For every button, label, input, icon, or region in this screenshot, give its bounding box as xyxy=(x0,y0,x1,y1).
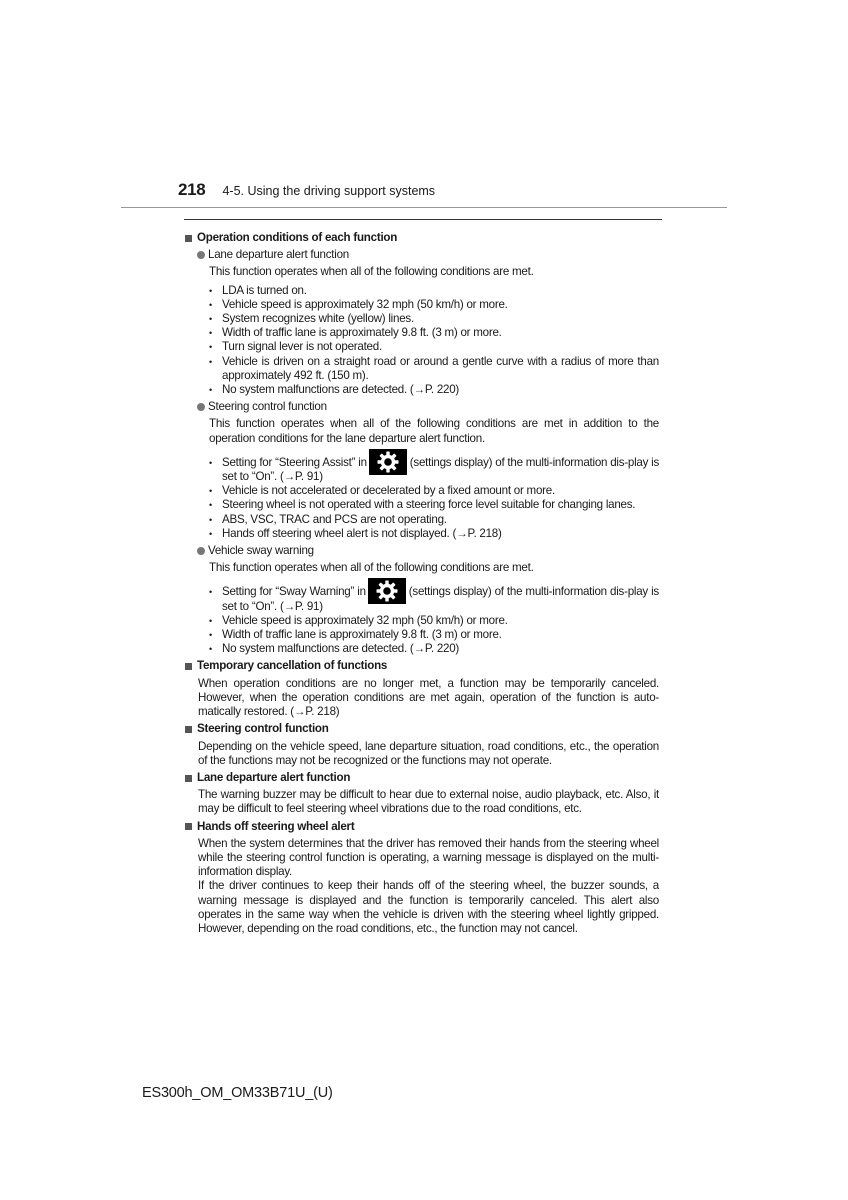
content-top-rule xyxy=(184,219,662,220)
list-item-with-icon: • Setting for “Sway Warning” in (settings display) of the multi-information dis-play is set to “On”. (→P. 91) xyxy=(209,585,659,613)
square-bullet-icon xyxy=(185,663,192,670)
heading-hands-off: Hands off steering wheel alert xyxy=(185,820,659,834)
heading-steering-control: Steering control function xyxy=(185,722,659,736)
settings-gear-icon xyxy=(369,449,407,475)
lane-departure-intro: This function operates when all of the following conditions are met. xyxy=(209,265,534,279)
list-item: • LDA is turned on. xyxy=(209,284,659,298)
sway-warning-conditions xyxy=(209,585,659,656)
circle-bullet-icon xyxy=(197,403,205,411)
list-item: • Hands off steering wheel alert is not displayed. (→P. 218) xyxy=(209,527,659,541)
list-item: • Vehicle speed is approximately 32 mph (50 km/h) or more. xyxy=(209,298,659,312)
steering-control-intro: This function operates when all of the following conditions are met in addition to the operation conditions for the lane departure alert function. xyxy=(209,417,659,445)
square-bullet-icon xyxy=(185,726,192,733)
square-bullet-icon xyxy=(185,235,192,242)
circle-bullet-icon xyxy=(197,547,205,555)
list-item: • ABS, VSC, TRAC and PCS are not operating. xyxy=(209,513,659,527)
subheading-lane-departure: Lane departure alert function xyxy=(197,248,659,262)
document-code: ES300h_OM_OM33B71U_(U) xyxy=(142,1085,333,1101)
square-bullet-icon xyxy=(185,823,192,830)
heading-temporary-cancellation: Temporary cancellation of functions xyxy=(185,659,659,673)
steering-control-text: Depending on the vehicle speed, lane departure situation, road conditions, etc., the operation of the functions may not be recognized or the functions may not operate. xyxy=(198,739,659,767)
lane-departure-conditions xyxy=(209,284,659,398)
circle-bullet-icon xyxy=(197,251,205,259)
heading-lane-departure: Lane departure alert function xyxy=(185,771,659,785)
list-item-with-icon: • Setting for “Steering Assist” in (settings display) of the multi-information dis-play is set to “On”. (→P. 91) xyxy=(209,456,659,484)
hands-off-text-1: When the system determines that the driver has removed their hands from the steering wheel while the steering control function is operating, a warning message is displayed on the multi-information display. xyxy=(198,836,659,879)
list-item: • Width of traffic lane is approximately 9.8 ft. (3 m) or more. xyxy=(209,326,659,340)
list-item: • Vehicle is not accelerated or decelerated by a fixed amount or more. xyxy=(209,484,659,498)
page-number: 218 xyxy=(178,180,206,199)
sway-warning-intro: This function operates when all of the following conditions are met. xyxy=(209,561,534,575)
list-item: • Turn signal lever is not operated. xyxy=(209,340,659,354)
list-item: • System recognizes white (yellow) lines. xyxy=(209,312,659,326)
temporary-cancellation-text: When operation conditions are no longer met, a function may be temporarily canceled. However, when the operation conditions are met again, operation of the function is auto-matically restored. (→P. 218) xyxy=(198,676,659,719)
settings-gear-icon xyxy=(368,578,406,604)
subheading-sway-warning: Vehicle sway warning xyxy=(197,544,659,558)
list-item: • Steering wheel is not operated with a steering force level suitable for changing lanes. xyxy=(209,498,659,512)
list-item: • No system malfunctions are detected. (→P. 220) xyxy=(209,642,659,656)
list-item: • No system malfunctions are detected. (→P. 220) xyxy=(209,383,659,397)
lane-departure-text: The warning buzzer may be difficult to hear due to external noise, audio playback, etc. Also, it may be difficult to feel steering wheel vibrations due to the road conditions, etc. xyxy=(198,788,659,816)
list-item: • Vehicle speed is approximately 32 mph (50 km/h) or more. xyxy=(209,614,659,628)
section-title: 4-5. Using the driving support systems xyxy=(222,184,436,198)
hands-off-text-2: If the driver continues to keep their hands off of the steering wheel, the buzzer sounds, a warning message is displayed and the function is temporarily canceled. This alert also operates in the same way when the vehicle is driven with the steering wheel lightly gripped. However, depending on the road conditions, etc., the function may not cancel. xyxy=(198,879,659,935)
header-divider xyxy=(121,207,727,208)
heading-operation-conditions: Operation conditions of each function xyxy=(185,231,659,245)
list-item: • Vehicle is driven on a straight road or around a gentle curve with a radius of more than approximately 492 ft. (150 m). xyxy=(209,355,659,383)
subheading-steering-control: Steering control function xyxy=(197,400,659,414)
square-bullet-icon xyxy=(185,775,192,782)
list-item: • Width of traffic lane is approximately 9.8 ft. (3 m) or more. xyxy=(209,628,659,642)
steering-control-conditions xyxy=(209,456,659,541)
page-content xyxy=(185,228,659,936)
page-header xyxy=(178,180,718,204)
